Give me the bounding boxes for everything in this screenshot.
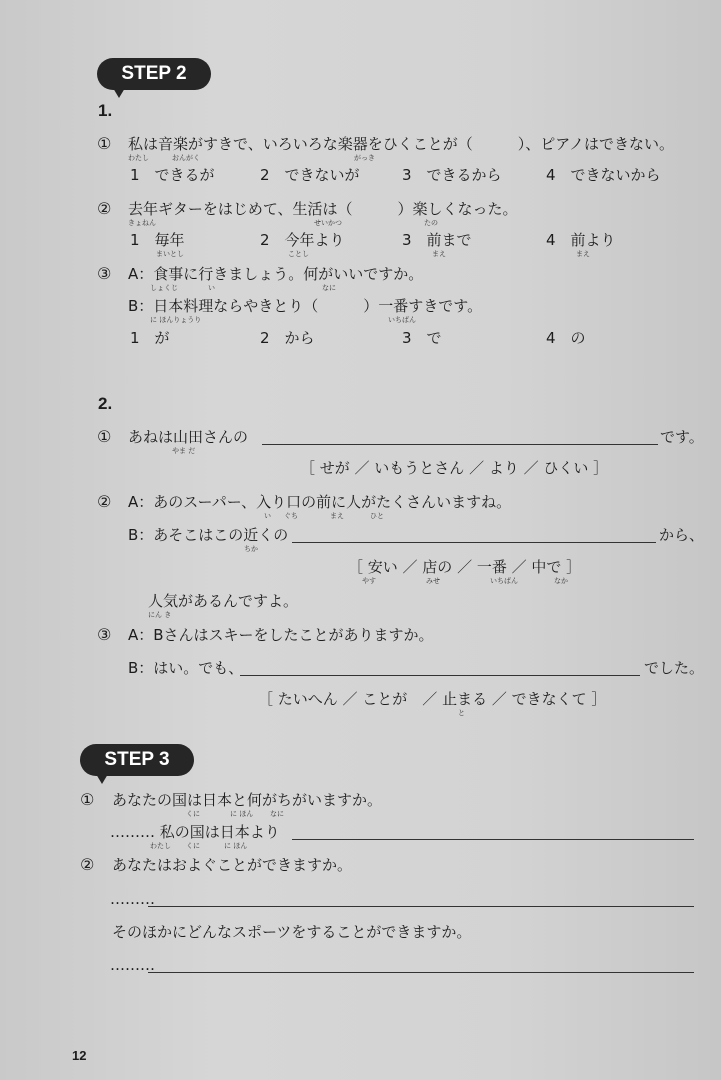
- furigana: ひと: [370, 512, 384, 520]
- furigana: わたし: [150, 842, 171, 850]
- dialogue-line-b-start: B：あそこはこの近くの: [128, 526, 289, 544]
- word-choices: ［ たいへん ／ ことが ／ 止まる ／ できなくて ］: [258, 690, 607, 708]
- word-choices: ［ せが ／ いもうとさん ／ より ／ ひくい ］: [300, 459, 609, 477]
- furigana: きょねん: [128, 219, 156, 227]
- furigana: くに: [186, 810, 200, 818]
- furigana: まえ: [432, 250, 446, 258]
- answer-option[interactable]: 2 できないが: [260, 166, 360, 184]
- answer-option[interactable]: 2 から: [260, 329, 315, 347]
- question-text: あなたの国は日本と何がちがいますか。: [112, 791, 383, 809]
- question-number: ②: [97, 199, 112, 218]
- sentence-end: から、: [659, 526, 705, 544]
- answer-blank-line[interactable]: [262, 444, 658, 445]
- question-text: 私は音楽がすきで、いろいろな楽器をひくことが（ ）、ピアノはできない。: [128, 135, 675, 153]
- sentence-end: です。: [660, 428, 704, 446]
- dialogue-line-a: A：あのスーパー、入り口の前に人がたくさんいますね。: [128, 493, 512, 511]
- furigana: いちばん: [490, 577, 518, 585]
- furigana: にん き: [148, 611, 172, 619]
- dialogue-line-a: A：Bさんはスキーをしたことがありますか。: [128, 626, 434, 644]
- furigana: に ほん: [230, 810, 254, 818]
- furigana: やま だ: [172, 447, 196, 455]
- section1-heading: 1.: [98, 101, 113, 120]
- furigana: しょくじ: [150, 284, 178, 292]
- furigana: まえ: [576, 250, 590, 258]
- dialogue-line-b: B：日本料理ならやきとり（ ）一番すきです。: [128, 297, 483, 315]
- question-number: ①: [80, 790, 95, 809]
- question-number: ①: [97, 134, 112, 153]
- furigana: い: [264, 512, 271, 520]
- furigana: おんがく: [172, 154, 200, 162]
- furigana: たの: [424, 219, 438, 227]
- question-text: 去年ギターをはじめて、生活は（ ）楽しくなった。: [128, 200, 518, 218]
- answer-option[interactable]: 3 できるから: [402, 166, 502, 184]
- answer-option[interactable]: 3 前まで: [402, 231, 472, 249]
- sentence-end: でした。: [644, 659, 705, 677]
- furigana: わたし: [128, 154, 149, 162]
- furigana: まいとし: [156, 250, 184, 258]
- question-text: そのほかにどんなスポーツをすることができますか。: [112, 923, 472, 941]
- question-number: ②: [80, 855, 95, 874]
- answer-prefix: ………: [110, 890, 155, 908]
- furigana: せいかつ: [314, 219, 342, 227]
- answer-prefix: ………: [110, 956, 155, 974]
- question-text: あなたはおよぐことができますか。: [112, 856, 353, 874]
- furigana: ちか: [244, 545, 258, 553]
- answer-option[interactable]: 1 毎年: [130, 231, 185, 249]
- answer-blank-line[interactable]: [148, 972, 694, 973]
- question-number: ③: [97, 264, 112, 283]
- furigana: まえ: [330, 512, 344, 520]
- answer-option[interactable]: 4 の: [546, 329, 586, 347]
- furigana: やす: [362, 577, 376, 585]
- furigana: がっき: [354, 154, 375, 162]
- answer-blank-line[interactable]: [148, 906, 694, 907]
- answer-option[interactable]: 4 前より: [546, 231, 616, 249]
- furigana: なに: [322, 284, 336, 292]
- answer-option[interactable]: 1 が: [130, 329, 170, 347]
- furigana: みせ: [426, 577, 440, 585]
- furigana: なに: [270, 810, 284, 818]
- furigana: ぐち: [284, 512, 298, 520]
- furigana: いちばん: [388, 316, 416, 324]
- answer-option[interactable]: 3 で: [402, 329, 442, 347]
- question-number: ③: [97, 625, 112, 644]
- sentence-continuation: 人気があるんですよ。: [148, 592, 299, 610]
- sentence-start: あねは山田さんの: [128, 428, 249, 446]
- answer-blank-line[interactable]: [292, 542, 656, 543]
- furigana: に ほん: [224, 842, 248, 850]
- furigana: ことし: [288, 250, 309, 258]
- step3-badge: STEP 3: [80, 744, 194, 776]
- question-number: ②: [97, 492, 112, 511]
- answer-blank-line[interactable]: [240, 675, 640, 676]
- furigana: と: [458, 709, 465, 717]
- question-number: ①: [97, 427, 112, 446]
- answer-prefix: ……… 私の国は日本より: [110, 823, 280, 841]
- dialogue-line-b-start: B：はい。でも、: [128, 659, 244, 677]
- page-number: 12: [72, 1048, 87, 1063]
- furigana: い: [208, 284, 215, 292]
- step2-badge: STEP 2: [97, 58, 211, 90]
- dialogue-line-a: A：食事に行きましょう。何がいいですか。: [128, 265, 424, 283]
- furigana: に ほんりょうり: [150, 316, 202, 324]
- furigana: くに: [186, 842, 200, 850]
- section2-heading: 2.: [98, 394, 113, 413]
- answer-option[interactable]: 2 今年より: [260, 231, 345, 249]
- answer-blank-line[interactable]: [292, 839, 694, 840]
- answer-option[interactable]: 4 できないから: [546, 166, 661, 184]
- answer-option[interactable]: 1 できるが: [130, 166, 215, 184]
- word-choices: ［ 安い ／ 店の ／ 一番 ／ 中で ］: [348, 558, 582, 576]
- furigana: なか: [554, 577, 568, 585]
